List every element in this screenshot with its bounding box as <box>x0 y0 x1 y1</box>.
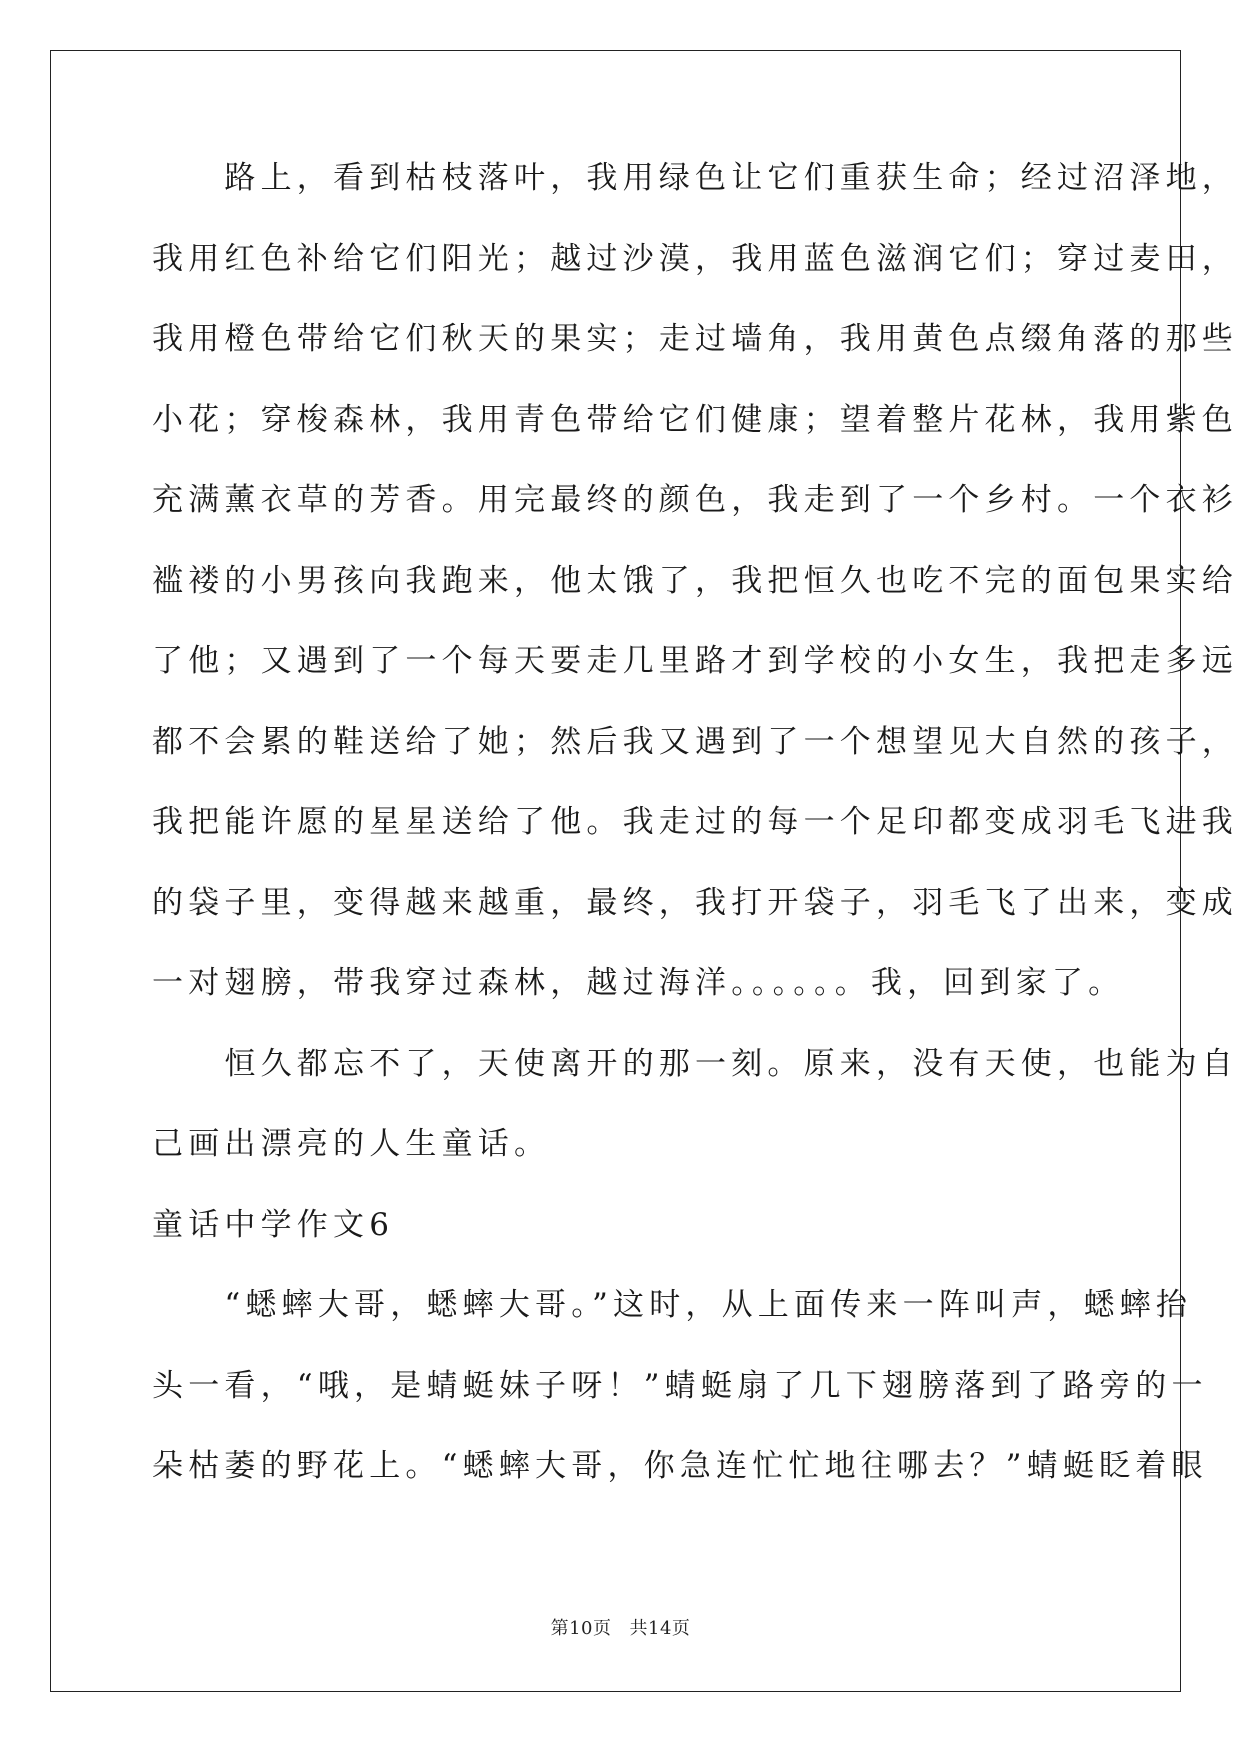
text-line: 己画出漂亮的人生童话。 <box>152 1126 551 1162</box>
text-line: 充满薰衣草的芳香。用完最终的颜色，我走到了一个乡村。一个衣衫 <box>152 482 1238 518</box>
text-line: 小花；穿梭森林，我用青色带给它们健康；望着整片花林，我用紫色 <box>152 401 1238 438</box>
document-body <box>152 160 1238 1532</box>
text-line: 都不会累的鞋送给了她；然后我又遇到了一个想望见大自然的孩子， <box>152 723 1238 760</box>
text-line: 褴褛的小男孩向我跑来，他太饿了，我把恒久也吃不完的面包果实给 <box>152 562 1238 599</box>
text-line: 恒久都忘不了，天使离开的那一刻。原来，没有天使，也能为自 <box>152 1045 1238 1082</box>
text-line: 了他；又遇到了一个每天要走几里路才到学校的小女生，我把走多远 <box>152 643 1238 679</box>
text-line: 一对翅膀，带我穿过森林，越过海洋。。。。。。我，回到家了。 <box>152 965 1125 1001</box>
section-heading: 童话中学作文6 <box>152 1206 395 1243</box>
text-line: “蟋蟀大哥，蟋蟀大哥。”这时，从上面传来一阵叫声，蟋蟀抬 <box>152 1287 1193 1323</box>
text-line: 的袋子里，变得越来越重，最终，我打开袋子，羽毛飞了出来，变成 <box>152 884 1238 921</box>
text-line: 路上，看到枯枝落叶，我用绿色让它们重获生命；经过沼泽地， <box>152 160 1238 196</box>
page-number: 第10页 <box>550 1618 612 1639</box>
text-line: 头一看，“哦，是蜻蜓妹子呀！”蜻蜓扇了几下翅膀落到了路旁的一 <box>152 1367 1208 1404</box>
text-line: 我用红色补给它们阳光；越过沙漠，我用蓝色滋润它们；穿过麦田， <box>152 240 1238 277</box>
text-line: 我用橙色带给它们秋天的果实；走过墙角，我用黄色点缀角落的那些 <box>152 321 1238 357</box>
page-footer <box>0 1614 1241 1640</box>
text-line: 我把能许愿的星星送给了他。我走过的每一个足印都变成羽毛飞进我 <box>152 804 1238 840</box>
page-total: 共14页 <box>629 1618 691 1639</box>
text-line: 朵枯萎的野花上。“蟋蟀大哥，你急连忙忙地往哪去？”蜻蜓眨着眼 <box>152 1448 1208 1484</box>
